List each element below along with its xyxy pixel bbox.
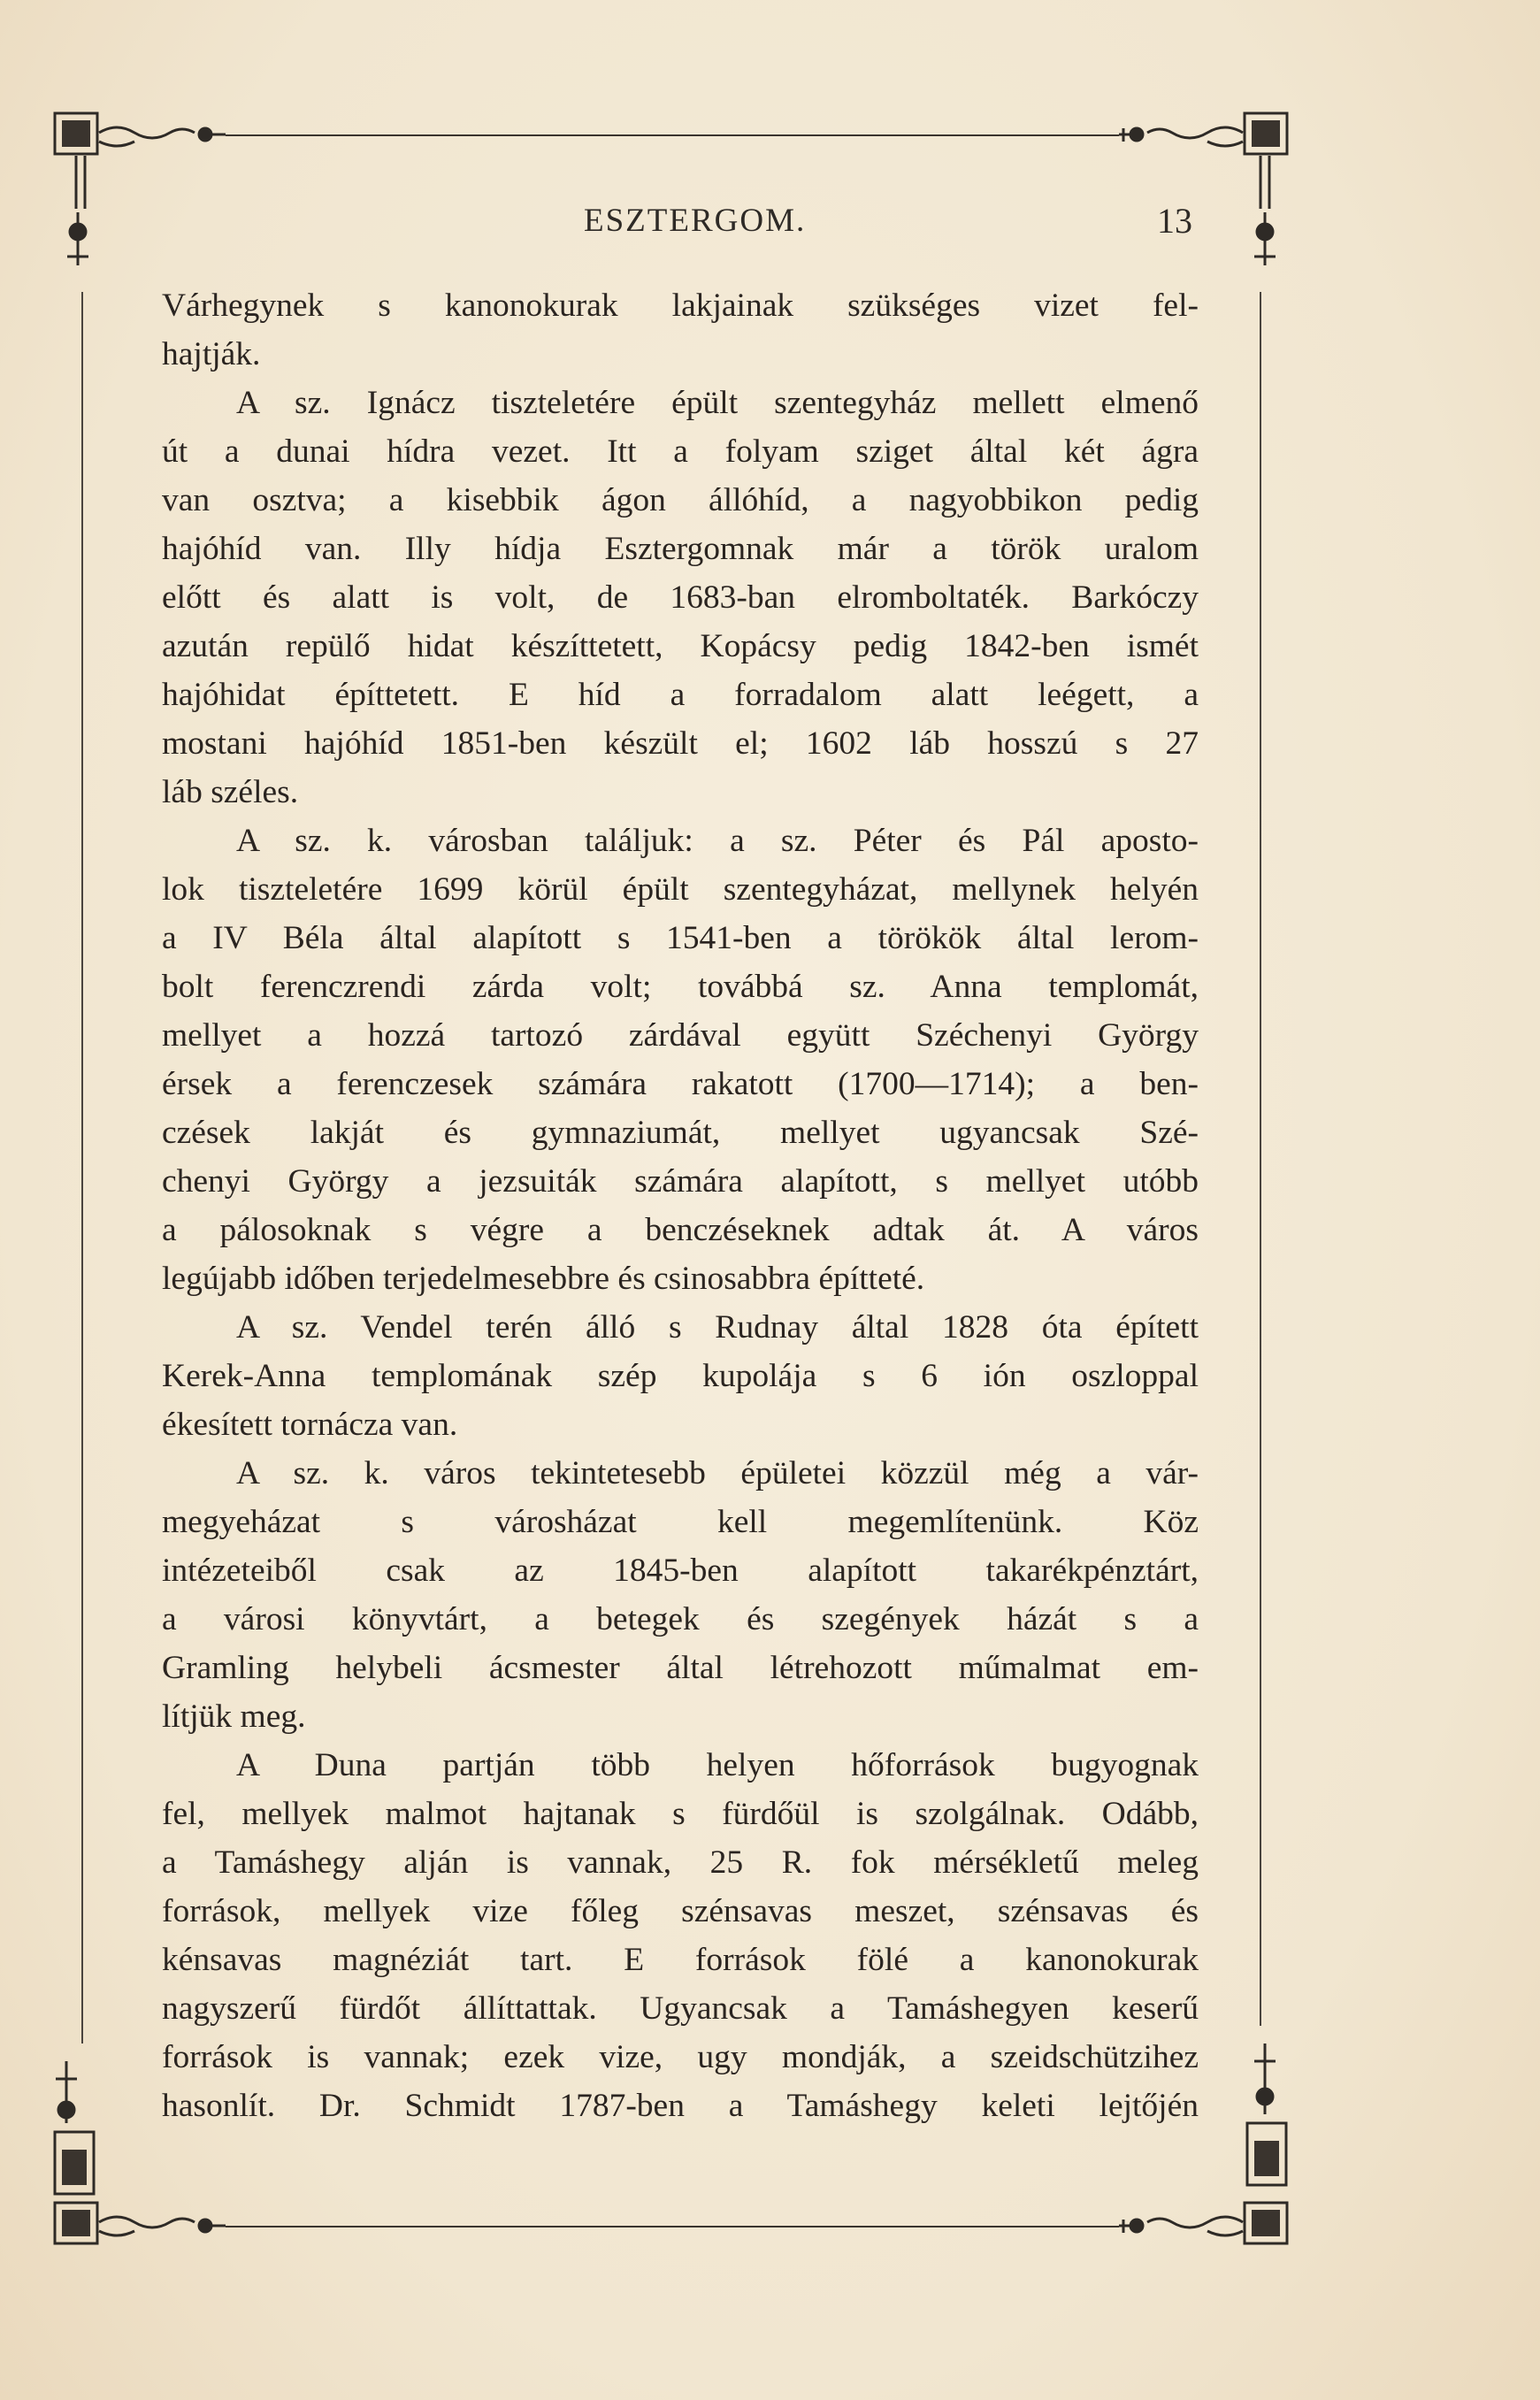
text-line: Gramling helybeli ácsmester által létrehozott műmalmat em- <box>162 1650 1199 1686</box>
text-line: chenyi György a jezsuiták számára alapított, s mellyet utóbb <box>162 1163 1199 1200</box>
running-head <box>0 196 1540 249</box>
text-line: a Tamáshegy alján is vannak, 25 R. fok mérsékletű meleg <box>162 1844 1199 1881</box>
text-line: van osztva; a kisebbik ágon állóhíd, a nagyobbikon pedig <box>162 482 1199 518</box>
text-line: a városi könyvtárt, a betegek és szegények házát s a <box>162 1601 1199 1637</box>
text-line: intézeteiből csak az 1845-ben alapított takarékpénztárt, <box>162 1553 1199 1589</box>
text-line: ékesített tornácza van. <box>162 1407 458 1443</box>
text-line: A sz. k. városban találjuk: a sz. Péter és Pál aposto- <box>236 823 1199 859</box>
text-line: hajóhidat építtetett. E híd a forradalom alatt leégett, a <box>162 677 1199 713</box>
text-line: út a dunai hídra vezet. Itt a folyam sziget által két ágra <box>162 433 1199 470</box>
text-line: legújabb időben terjedelmesebbre és csinosabbra építteté. <box>162 1261 925 1297</box>
text-line: források is vannak; ezek vize, ugy mondják, a szeidschützihez <box>162 2039 1199 2075</box>
text-line: mellyet a hozzá tartozó zárdával együtt Széchenyi György <box>162 1017 1199 1054</box>
text-line: hasonlít. Dr. Schmidt 1787-ben a Tamáshegy keleti lejtőjén <box>162 2088 1199 2124</box>
text-line: mostani hajóhíd 1851-ben készült el; 1602 láb hosszú s 27 <box>162 725 1199 762</box>
text-line: előtt és alatt is volt, de 1683-ban elromboltaték. Barkóczy <box>162 579 1199 616</box>
text-line: A sz. k. város tekintetesebb épületei közzül még a vár- <box>236 1455 1199 1491</box>
text-line: Várhegynek s kanonokurak lakjainak szükséges vizet fel- <box>162 288 1199 324</box>
text-line: bolt ferenczrendi zárda volt; továbbá sz. Anna templomát, <box>162 969 1199 1005</box>
page-number: 13 <box>1157 201 1192 241</box>
text-line: a IV Béla által alapított s 1541-ben a törökök által lerom- <box>162 920 1199 956</box>
text-line: A sz. Ignácz tiszteletére épült szentegyház mellett elmenő <box>236 385 1199 421</box>
text-line: azután repülő hidat készíttetett, Kopácsy pedig 1842-ben ismét <box>162 628 1199 664</box>
body-text <box>162 281 1199 2130</box>
text-line: Kerek-Anna templomának szép kupolája s 6 ión oszloppal <box>162 1358 1199 1394</box>
running-title: ESZTERGOM. <box>584 203 807 239</box>
text-line: kénsavas magnéziát tart. E források fölé a kanonokurak <box>162 1942 1199 1978</box>
text-line: érsek a ferenczesek számára rakatott (1700—1714); a ben- <box>162 1066 1199 1102</box>
text-line: láb széles. <box>162 774 299 810</box>
text-line: A sz. Vendel terén álló s Rudnay által 1828 óta épített <box>236 1309 1199 1346</box>
text-line: A Duna partján több helyen hőforrások bugyognak <box>236 1747 1199 1783</box>
text-line: czések lakját és gymnaziumát, mellyet ugyancsak Szé- <box>162 1115 1199 1151</box>
text-line: hajtják. <box>162 336 261 372</box>
text-line: lítjük meg. <box>162 1698 306 1735</box>
text-line: források, mellyek vize főleg szénsavas meszet, szénsavas és <box>162 1893 1199 1929</box>
text-line: lok tiszteletére 1699 körül épült szentegyházat, mellynek helyén <box>162 871 1199 908</box>
text-line: nagyszerű fürdőt állíttattak. Ugyancsak a Tamáshegyen keserű <box>162 1990 1199 2027</box>
text-line: fel, mellyek malmot hajtanak s fürdőül is szolgálnak. Odább, <box>162 1796 1199 1832</box>
text-line: megyeházat s városházat kell megemlítenünk. Köz <box>162 1504 1199 1540</box>
text-line: a pálosoknak s végre a benczéseknek adtak át. A város <box>162 1212 1199 1248</box>
text-line: hajóhíd van. Illy hídja Esztergomnak már a török uralom <box>162 531 1199 567</box>
